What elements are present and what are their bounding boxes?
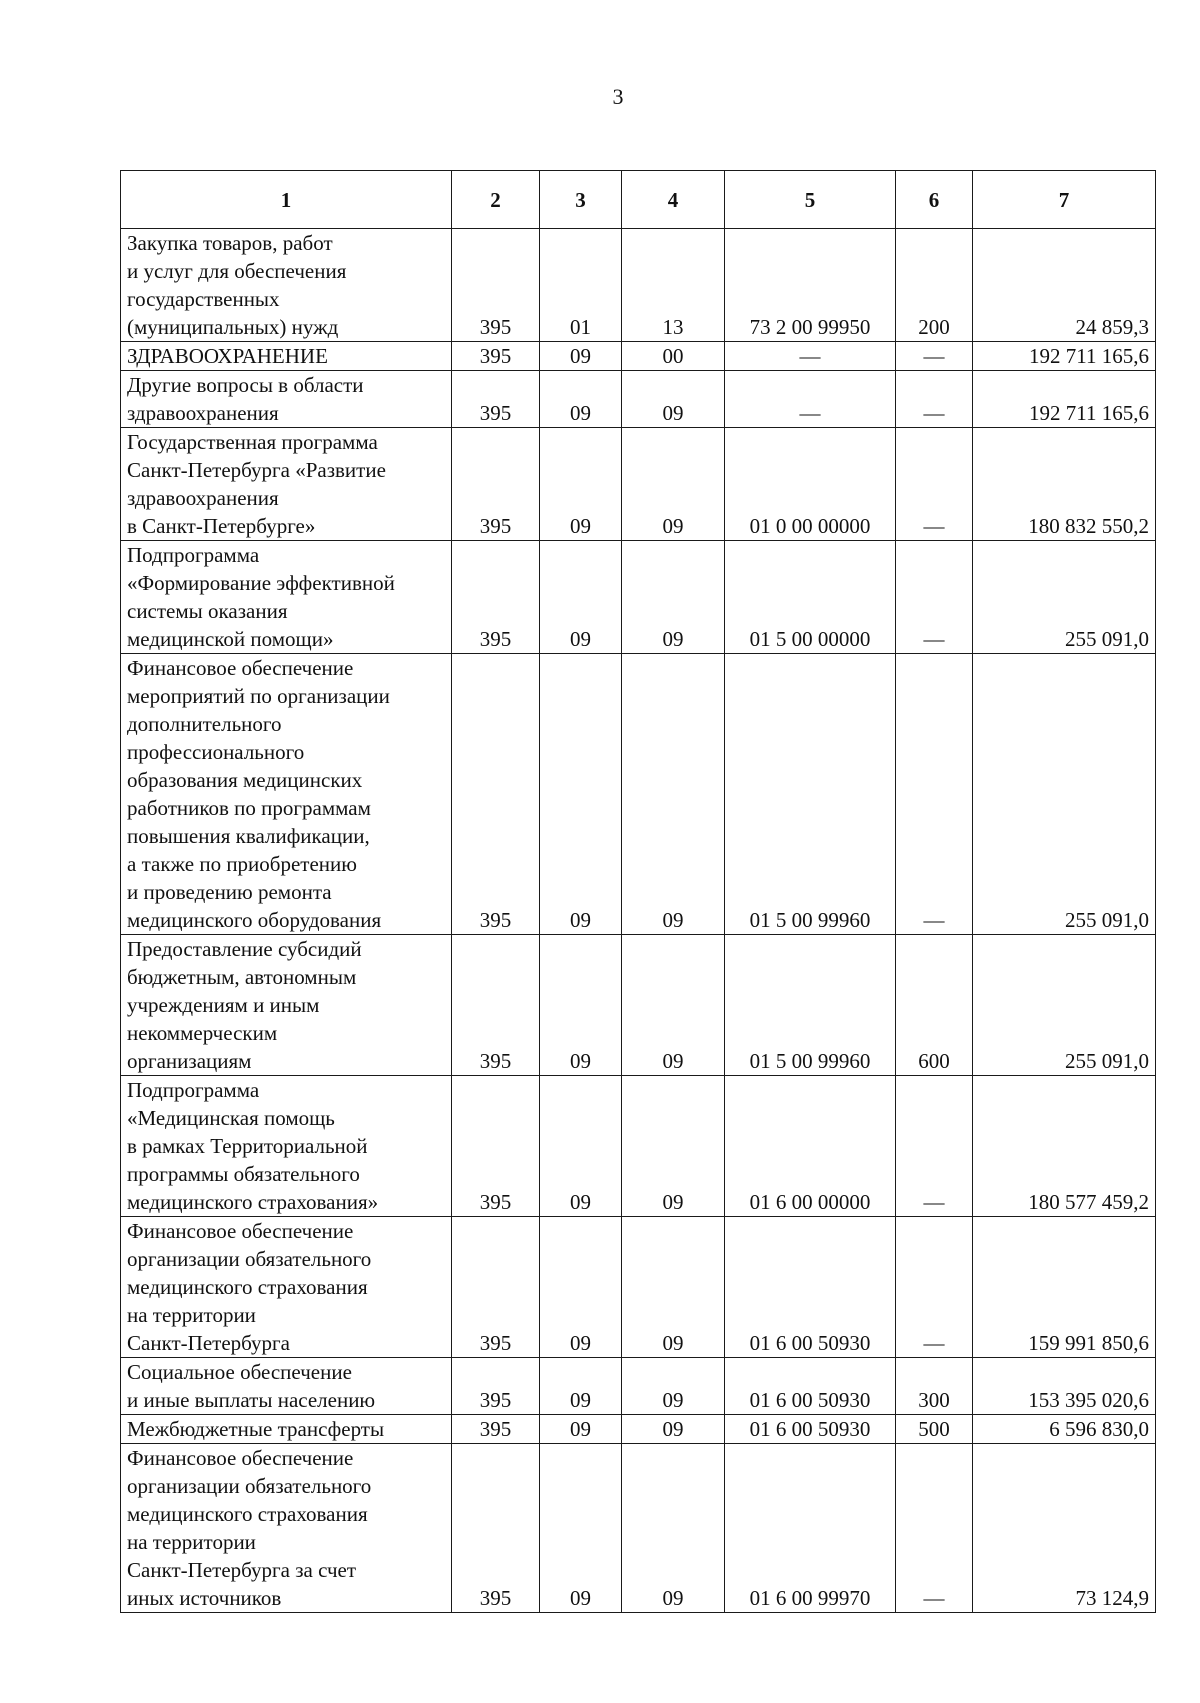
row-name-line: медицинского страхования — [127, 1502, 368, 1526]
row-name-cell — [121, 1444, 452, 1613]
expense-type-cell: 300 — [896, 1358, 973, 1415]
row-name-line: учреждениям и иным — [127, 993, 320, 1017]
table-row — [121, 654, 1156, 935]
column-header: 6 — [896, 171, 973, 229]
row-name-line: Предоставление субсидий — [127, 937, 362, 961]
amount-cell: 255 091,0 — [973, 935, 1156, 1076]
row-name-line: на территории — [127, 1303, 256, 1327]
table-body — [121, 229, 1156, 1613]
section-code-cell: 09 — [540, 654, 622, 935]
chief-admin-code-cell: 395 — [452, 1415, 540, 1444]
amount-cell: 153 395 020,6 — [973, 1358, 1156, 1415]
target-article-cell: 01 6 00 00000 — [725, 1076, 896, 1217]
expense-type-cell: — — [896, 1076, 973, 1217]
row-name-line: а также по приобретению — [127, 852, 357, 876]
amount-cell: 24 859,3 — [973, 229, 1156, 342]
row-name-line: Финансовое обеспечение — [127, 656, 354, 680]
amount-cell: 73 124,9 — [973, 1444, 1156, 1613]
target-article-cell: 01 6 00 99970 — [725, 1444, 896, 1613]
chief-admin-code-cell: 395 — [452, 935, 540, 1076]
table-row — [121, 1076, 1156, 1217]
chief-admin-code-cell: 395 — [452, 428, 540, 541]
section-code-cell: 09 — [540, 1076, 622, 1217]
row-name-line: Санкт-Петербурга — [127, 1331, 290, 1355]
row-name-line: профессионального — [127, 740, 305, 764]
row-name-line: «Формирование эффективной — [127, 571, 395, 595]
row-name-line: организации обязательного — [127, 1247, 372, 1271]
row-name-cell — [121, 1076, 452, 1217]
expense-type-cell: — — [896, 541, 973, 654]
row-name-line: Санкт-Петербурга «Развитие — [127, 458, 386, 482]
table-row — [121, 1415, 1156, 1444]
target-article-cell: 01 5 00 00000 — [725, 541, 896, 654]
row-name-line: Подпрограмма — [127, 1078, 260, 1102]
table-row — [121, 1444, 1156, 1613]
expense-type-cell: 500 — [896, 1415, 973, 1444]
subsection-code-cell: 13 — [622, 229, 725, 342]
row-name-cell — [121, 342, 452, 371]
target-article-cell: 01 6 00 50930 — [725, 1217, 896, 1358]
target-article-cell: — — [725, 342, 896, 371]
row-name-line: Финансовое обеспечение — [127, 1446, 354, 1470]
target-article-cell: 01 6 00 50930 — [725, 1415, 896, 1444]
subsection-code-cell: 09 — [622, 1444, 725, 1613]
row-name-cell — [121, 229, 452, 342]
row-name-line: ЗДРАВООХРАНЕНИЕ — [127, 344, 328, 368]
chief-admin-code-cell: 395 — [452, 342, 540, 371]
row-name-line: системы оказания — [127, 599, 288, 623]
table-row — [121, 541, 1156, 654]
row-name-line: повышения квалификации, — [127, 824, 370, 848]
row-name-line: работников по программам — [127, 796, 371, 820]
row-name-line: в Санкт-Петербурге» — [127, 514, 316, 538]
row-name-line: образования медицинских — [127, 768, 363, 792]
section-code-cell: 09 — [540, 342, 622, 371]
row-name-line: Финансовое обеспечение — [127, 1219, 354, 1243]
row-name-cell — [121, 654, 452, 935]
amount-cell: 6 596 830,0 — [973, 1415, 1156, 1444]
table-row — [121, 1358, 1156, 1415]
row-name-cell — [121, 428, 452, 541]
subsection-code-cell: 09 — [622, 935, 725, 1076]
subsection-code-cell: 09 — [622, 428, 725, 541]
subsection-code-cell: 09 — [622, 541, 725, 654]
chief-admin-code-cell: 395 — [452, 1076, 540, 1217]
target-article-cell: 01 5 00 99960 — [725, 935, 896, 1076]
subsection-code-cell: 09 — [622, 1217, 725, 1358]
chief-admin-code-cell: 395 — [452, 1358, 540, 1415]
row-name-cell — [121, 541, 452, 654]
column-header: 4 — [622, 171, 725, 229]
row-name-line: Другие вопросы в области — [127, 373, 364, 397]
chief-admin-code-cell: 395 — [452, 1444, 540, 1613]
subsection-code-cell: 09 — [622, 1358, 725, 1415]
row-name-line: программы обязательного — [127, 1162, 360, 1186]
row-name-line: бюджетным, автономным — [127, 965, 357, 989]
section-code-cell: 09 — [540, 428, 622, 541]
column-header: 3 — [540, 171, 622, 229]
expense-type-cell: — — [896, 1217, 973, 1358]
amount-cell: 180 832 550,2 — [973, 428, 1156, 541]
budget-table — [120, 170, 1156, 1613]
row-name-line: на территории — [127, 1530, 256, 1554]
row-name-cell — [121, 1415, 452, 1444]
row-name-line: организациям — [127, 1049, 252, 1073]
row-name-line: организации обязательного — [127, 1474, 372, 1498]
subsection-code-cell: 09 — [622, 1076, 725, 1217]
target-article-cell: — — [725, 371, 896, 428]
page-number: 3 — [612, 84, 624, 109]
row-name-line: мероприятий по организации — [127, 684, 390, 708]
section-code-cell: 09 — [540, 1415, 622, 1444]
row-name-line: медицинской помощи» — [127, 627, 334, 651]
row-name-line: здравоохранения — [127, 401, 279, 425]
table-row — [121, 342, 1156, 371]
subsection-code-cell: 09 — [622, 654, 725, 935]
row-name-cell — [121, 1217, 452, 1358]
column-header: 2 — [452, 171, 540, 229]
section-code-cell: 09 — [540, 541, 622, 654]
row-name-line: и проведению ремонта — [127, 880, 332, 904]
table-row — [121, 935, 1156, 1076]
row-name-line: Подпрограмма — [127, 543, 260, 567]
row-name-line: дополнительного — [127, 712, 282, 736]
chief-admin-code-cell: 395 — [452, 371, 540, 428]
target-article-cell: 01 0 00 00000 — [725, 428, 896, 541]
row-name-line: в рамках Территориальной — [127, 1134, 368, 1158]
row-name-line: (муниципальных) нужд — [127, 315, 339, 339]
amount-cell: 180 577 459,2 — [973, 1076, 1156, 1217]
row-name-line: иных источников — [127, 1586, 282, 1610]
row-name-line: «Медицинская помощь — [127, 1106, 335, 1130]
row-name-line: здравоохранения — [127, 486, 279, 510]
subsection-code-cell: 00 — [622, 342, 725, 371]
chief-admin-code-cell: 395 — [452, 541, 540, 654]
amount-cell: 255 091,0 — [973, 541, 1156, 654]
amount-cell: 192 711 165,6 — [973, 342, 1156, 371]
row-name-line: медицинского страхования — [127, 1275, 368, 1299]
row-name-line: и иные выплаты населению — [127, 1388, 376, 1412]
expense-type-cell: — — [896, 428, 973, 541]
section-code-cell: 01 — [540, 229, 622, 342]
chief-admin-code-cell: 395 — [452, 229, 540, 342]
amount-cell: 255 091,0 — [973, 654, 1156, 935]
subsection-code-cell: 09 — [622, 371, 725, 428]
row-name-line: Закупка товаров, работ — [127, 231, 333, 255]
amount-cell: 192 711 165,6 — [973, 371, 1156, 428]
column-header: 7 — [973, 171, 1156, 229]
section-code-cell: 09 — [540, 1358, 622, 1415]
section-code-cell: 09 — [540, 1444, 622, 1613]
expense-type-cell: 600 — [896, 935, 973, 1076]
row-name-line: и услуг для обеспечения — [127, 259, 347, 283]
chief-admin-code-cell: 395 — [452, 1217, 540, 1358]
expense-type-cell: — — [896, 371, 973, 428]
subsection-code-cell: 09 — [622, 1415, 725, 1444]
expense-type-cell: — — [896, 1444, 973, 1613]
row-name-line: некоммерческим — [127, 1021, 278, 1045]
row-name-line: Межбюджетные трансферты — [127, 1417, 385, 1441]
section-code-cell: 09 — [540, 371, 622, 428]
row-name-cell — [121, 935, 452, 1076]
row-name-line: государственных — [127, 287, 280, 311]
row-name-cell — [121, 1358, 452, 1415]
row-name-line: Государственная программа — [127, 430, 378, 454]
column-header: 1 — [121, 171, 452, 229]
target-article-cell: 01 6 00 50930 — [725, 1358, 896, 1415]
row-name-line: медицинского страхования» — [127, 1190, 379, 1214]
header-row — [121, 171, 1156, 229]
expense-type-cell: — — [896, 654, 973, 935]
expense-type-cell: — — [896, 342, 973, 371]
amount-cell: 159 991 850,6 — [973, 1217, 1156, 1358]
row-name-cell — [121, 371, 452, 428]
table-row — [121, 1217, 1156, 1358]
table-row — [121, 229, 1156, 342]
target-article-cell: 73 2 00 99950 — [725, 229, 896, 342]
column-header: 5 — [725, 171, 896, 229]
row-name-line: Санкт-Петербурга за счет — [127, 1558, 357, 1582]
table-row — [121, 428, 1156, 541]
expense-type-cell: 200 — [896, 229, 973, 342]
row-name-line: Социальное обеспечение — [127, 1360, 352, 1384]
section-code-cell: 09 — [540, 935, 622, 1076]
row-name-line: медицинского оборудования — [127, 908, 382, 932]
target-article-cell: 01 5 00 99960 — [725, 654, 896, 935]
table-row — [121, 371, 1156, 428]
section-code-cell: 09 — [540, 1217, 622, 1358]
chief-admin-code-cell: 395 — [452, 654, 540, 935]
